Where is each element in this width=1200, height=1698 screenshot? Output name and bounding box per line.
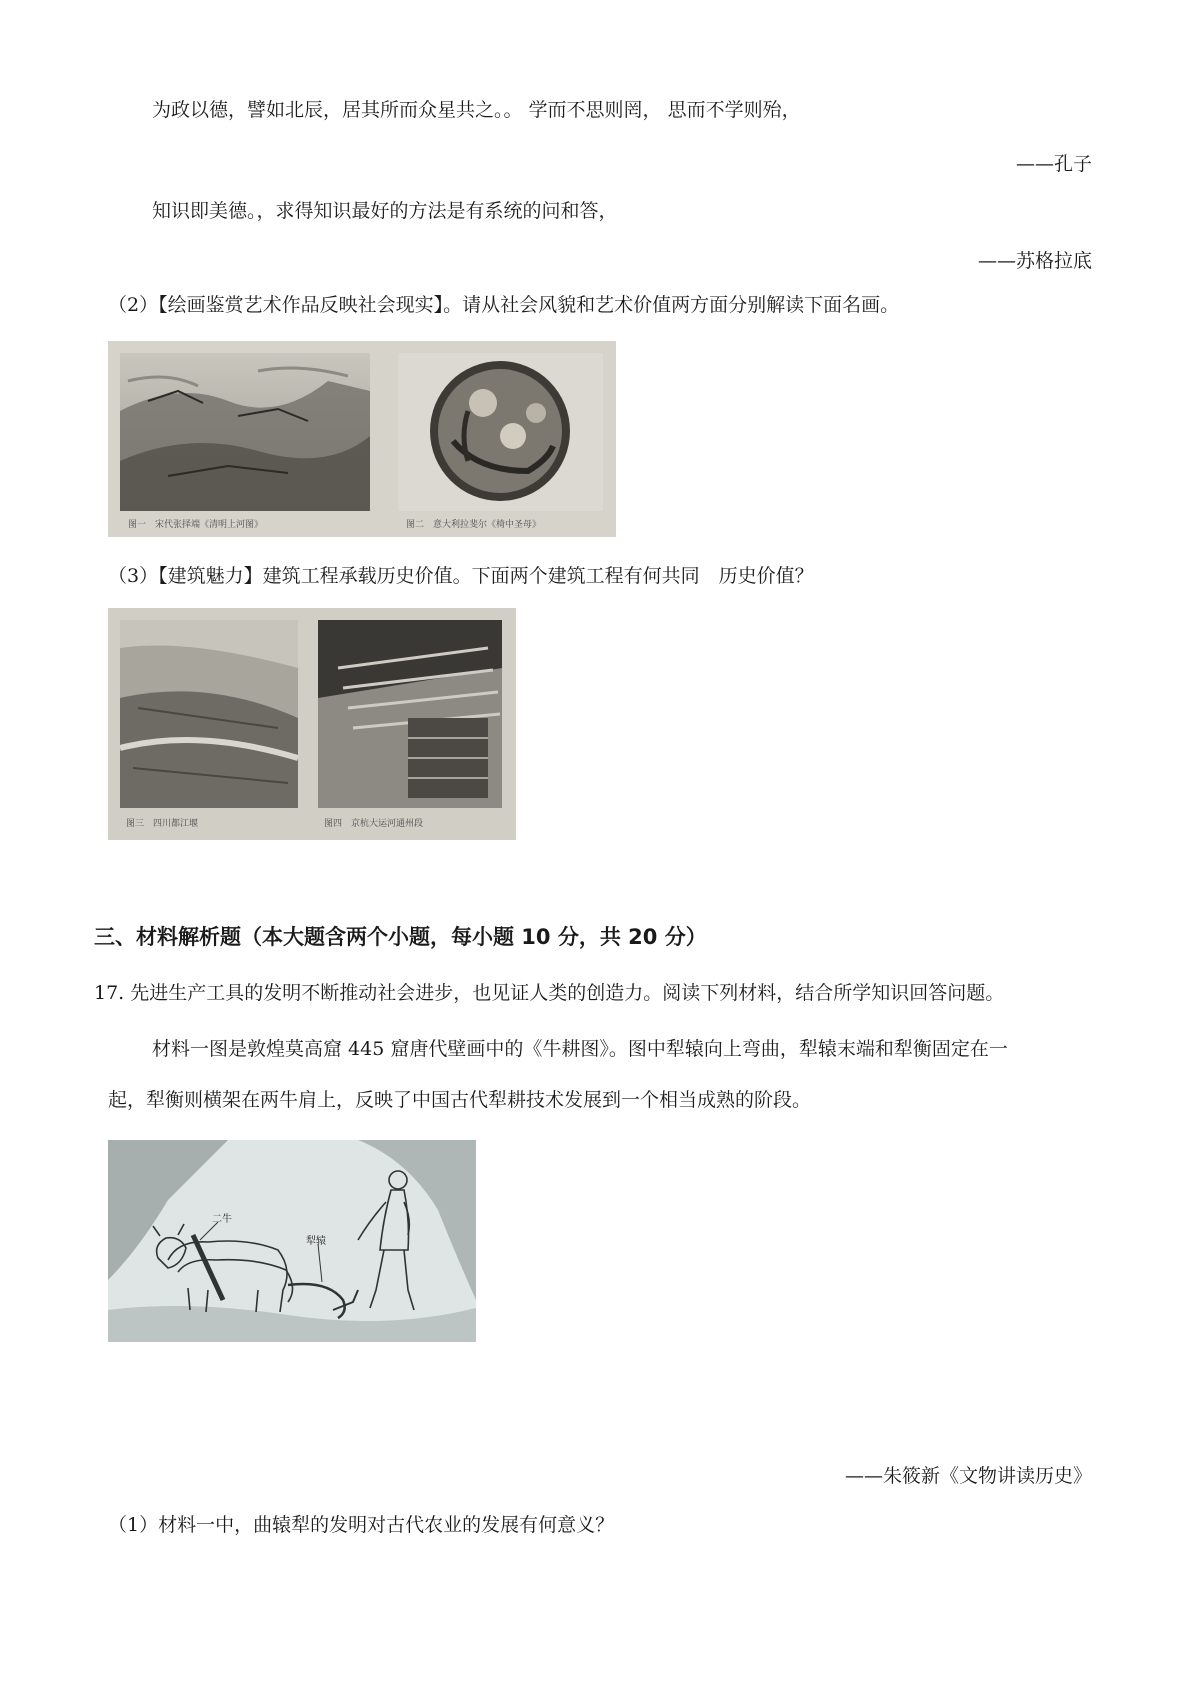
label-oxen: 二牛	[212, 1214, 232, 1225]
madonna-painting	[398, 353, 603, 511]
caption-figure-3: 图三 四川都江堰	[126, 819, 199, 829]
caption-figure-1: 图一 宋代张择端《清明上河图》	[128, 520, 264, 530]
label-plow-beam: 犁辕	[306, 1236, 326, 1247]
architecture-image	[108, 608, 516, 840]
socrates-attribution: ——苏格拉底	[977, 250, 1092, 272]
section-3-heading: 三、材料解析题（本大题含两个小题，每小题 10 分，共 20 分）	[94, 925, 707, 949]
caption-figure-2: 图二 意大利拉斐尔《椅中圣母》	[406, 520, 542, 530]
question-17-1: （1）材料一中，曲辕犁的发明对古代农业的发展有何意义？	[108, 1514, 615, 1536]
paintings-illustration	[108, 341, 616, 537]
confucius-attribution: ——孔子	[1015, 153, 1092, 175]
canal-photo	[318, 620, 502, 808]
question-2: （2）【绘画鉴赏艺术作品反映社会现实】。请从社会风貌和艺术价值两方面分别解读下面名画。	[108, 294, 900, 316]
material-1-line-1: 材料一图是敦煌莫高窟 445 窟唐代壁画中的《牛耕图》。图中犁辕向上弯曲，犁辕末端和犁衡固定在一	[152, 1038, 1008, 1060]
confucius-quote: 为政以德，譬如北辰，居其所而众星共之。。 学而不思则罔， 思而不学则殆，	[152, 99, 801, 121]
paintings-image	[108, 341, 616, 537]
ox-plowing-illustration	[108, 1140, 476, 1342]
socrates-quote: 知识即美德。，求得知识最好的方法是有系统的问和答，	[152, 200, 618, 222]
material-1-line-2: 起，犁衡则横架在两牛肩上，反映了中国古代犁耕技术发展到一个相当成熟的阶段。	[108, 1089, 812, 1111]
question-3: （3）【建筑魅力】建筑工程承载历史价值。下面两个建筑工程有何共同 历史价值？	[108, 565, 814, 587]
ox-plowing-mural	[108, 1140, 476, 1342]
dujiangyan-photo	[120, 620, 298, 808]
caption-figure-4: 图四 京杭大运河通州段	[324, 819, 424, 829]
question-17-intro: 17. 先进生产工具的发明不断推动社会进步，也见证人类的创造力。阅读下列材料，结合所学知识回答问题。	[94, 982, 1005, 1004]
architecture-illustration	[108, 608, 516, 840]
material-source: ——朱筱新《文物讲读历史》	[844, 1465, 1092, 1487]
qingming-painting	[120, 353, 370, 511]
